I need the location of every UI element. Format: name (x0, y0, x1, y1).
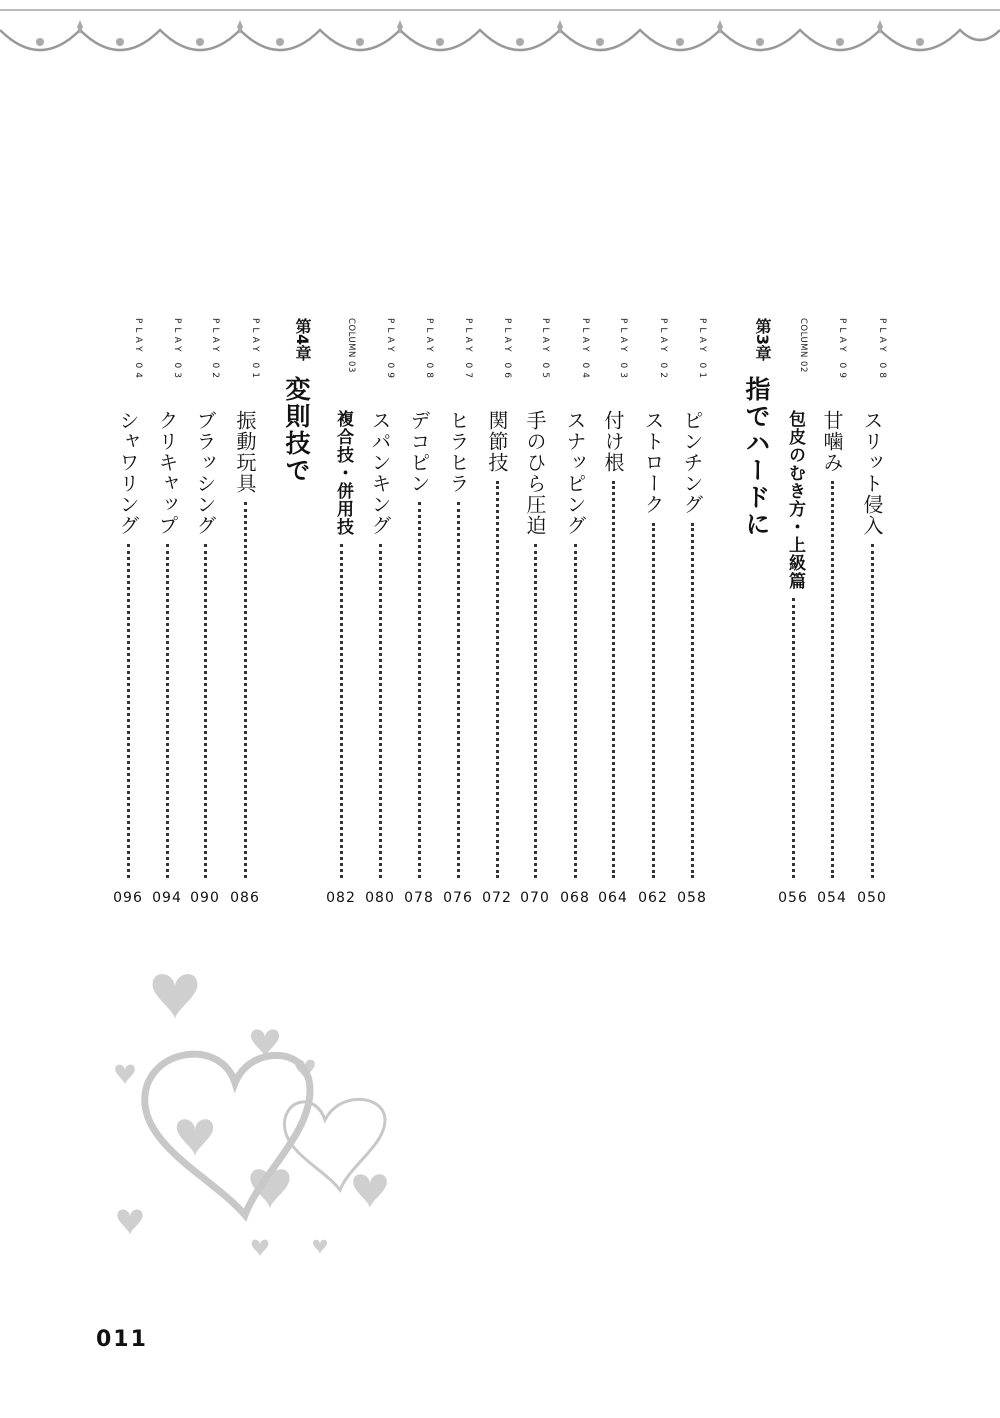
toc-entry[interactable] (598, 318, 628, 918)
leader-dots (418, 502, 421, 878)
entry-page: 062 (638, 890, 668, 906)
entry-label: PLAY 08 (877, 318, 887, 382)
toc-entry[interactable] (365, 318, 395, 918)
entry-title: 振動玩具 (233, 410, 257, 494)
toc-entry[interactable] (677, 318, 707, 918)
entry-page: 050 (857, 890, 887, 906)
toc-entry[interactable] (778, 318, 808, 918)
entry-page: 080 (365, 890, 395, 906)
entry-label: PLAY 04 (580, 318, 590, 382)
entry-label: PLAY 01 (697, 318, 707, 382)
entry-title: 複合技・併用技 (333, 410, 353, 536)
leader-dots (574, 544, 577, 878)
toc-entry[interactable] (230, 318, 260, 918)
entry-title: クリキャップ (155, 410, 179, 536)
entry-label: PLAY 09 (385, 318, 395, 382)
entry-title: ストローク (641, 410, 665, 515)
entry-label: PLAY 01 (250, 318, 260, 382)
entry-title: 甘噛み (820, 410, 844, 473)
entry-label: PLAY 03 (172, 318, 182, 382)
entry-label: COLUMN 02 (798, 318, 808, 373)
hearts-decoration (100, 965, 400, 1295)
chapter-title: 変則技で (282, 376, 311, 484)
entry-page: 068 (560, 890, 590, 906)
entry-title: スナッピング (563, 410, 587, 536)
leader-dots (612, 481, 615, 878)
page-number: 011 (96, 1327, 148, 1352)
leader-dots (831, 481, 834, 878)
entry-title: ブラッシング (193, 410, 217, 536)
chapter-label: 第4章 (293, 318, 312, 362)
entry-label: PLAY 05 (540, 318, 550, 382)
leader-dots (379, 544, 382, 878)
entry-label: PLAY 04 (133, 318, 143, 382)
entry-page: 090 (190, 890, 220, 906)
leader-dots (871, 544, 874, 878)
entry-page: 094 (152, 890, 182, 906)
chapter-heading (270, 318, 314, 618)
toc-entry[interactable] (404, 318, 434, 918)
entry-label: PLAY 08 (424, 318, 434, 382)
lace-border (0, 0, 1000, 80)
chapter-label: 第3章 (753, 318, 772, 362)
entry-label: PLAY 07 (463, 318, 473, 382)
leader-dots (691, 523, 694, 878)
leader-dots (496, 481, 499, 878)
leader-dots (534, 544, 537, 878)
toc-entry[interactable] (113, 318, 143, 918)
leader-dots (792, 598, 795, 878)
leader-dots (652, 523, 655, 878)
leader-dots (340, 544, 343, 878)
entry-label: PLAY 09 (837, 318, 847, 382)
toc-entry[interactable] (152, 318, 182, 918)
entry-title: 関節技 (485, 410, 509, 473)
leader-dots (166, 544, 169, 878)
leader-dots (457, 502, 460, 878)
entry-label: COLUMN 03 (346, 318, 356, 373)
toc-entry[interactable] (190, 318, 220, 918)
entry-page: 078 (404, 890, 434, 906)
leader-dots (127, 544, 130, 878)
leader-dots (204, 544, 207, 878)
toc-entry[interactable] (638, 318, 668, 918)
chapter-heading (730, 318, 774, 618)
entry-title: デコピン (407, 410, 431, 494)
entry-page: 058 (677, 890, 707, 906)
entry-label: PLAY 02 (658, 318, 668, 382)
toc-entry[interactable] (560, 318, 590, 918)
entry-title: 包皮のむき方・上級篇 (785, 410, 805, 590)
entry-page: 082 (326, 890, 356, 906)
entry-page: 076 (443, 890, 473, 906)
entry-page: 086 (230, 890, 260, 906)
chapter-title: 指でハードに (742, 376, 771, 538)
entry-title: ピンチング (680, 410, 704, 515)
toc-entry[interactable] (520, 318, 550, 918)
toc-entry[interactable] (857, 318, 887, 918)
entry-title: スリット侵入 (860, 410, 884, 536)
entry-label: PLAY 03 (618, 318, 628, 382)
toc-entry[interactable] (443, 318, 473, 918)
entry-title: シャワリング (116, 410, 140, 536)
entry-page: 056 (778, 890, 808, 906)
toc-entry[interactable] (326, 318, 356, 918)
entry-page: 096 (113, 890, 143, 906)
entry-page: 072 (482, 890, 512, 906)
leader-dots (244, 502, 247, 878)
toc-entry[interactable] (817, 318, 847, 918)
entry-page: 070 (520, 890, 550, 906)
entry-title: 付け根 (601, 410, 625, 473)
entry-label: PLAY 06 (502, 318, 512, 382)
entry-title: 手のひら圧迫 (523, 410, 547, 536)
entry-page: 064 (598, 890, 628, 906)
entry-title: スパンキング (368, 410, 392, 536)
entry-label: PLAY 02 (210, 318, 220, 382)
toc-entry[interactable] (482, 318, 512, 918)
entry-title: ヒラヒラ (446, 410, 470, 494)
entry-page: 054 (817, 890, 847, 906)
